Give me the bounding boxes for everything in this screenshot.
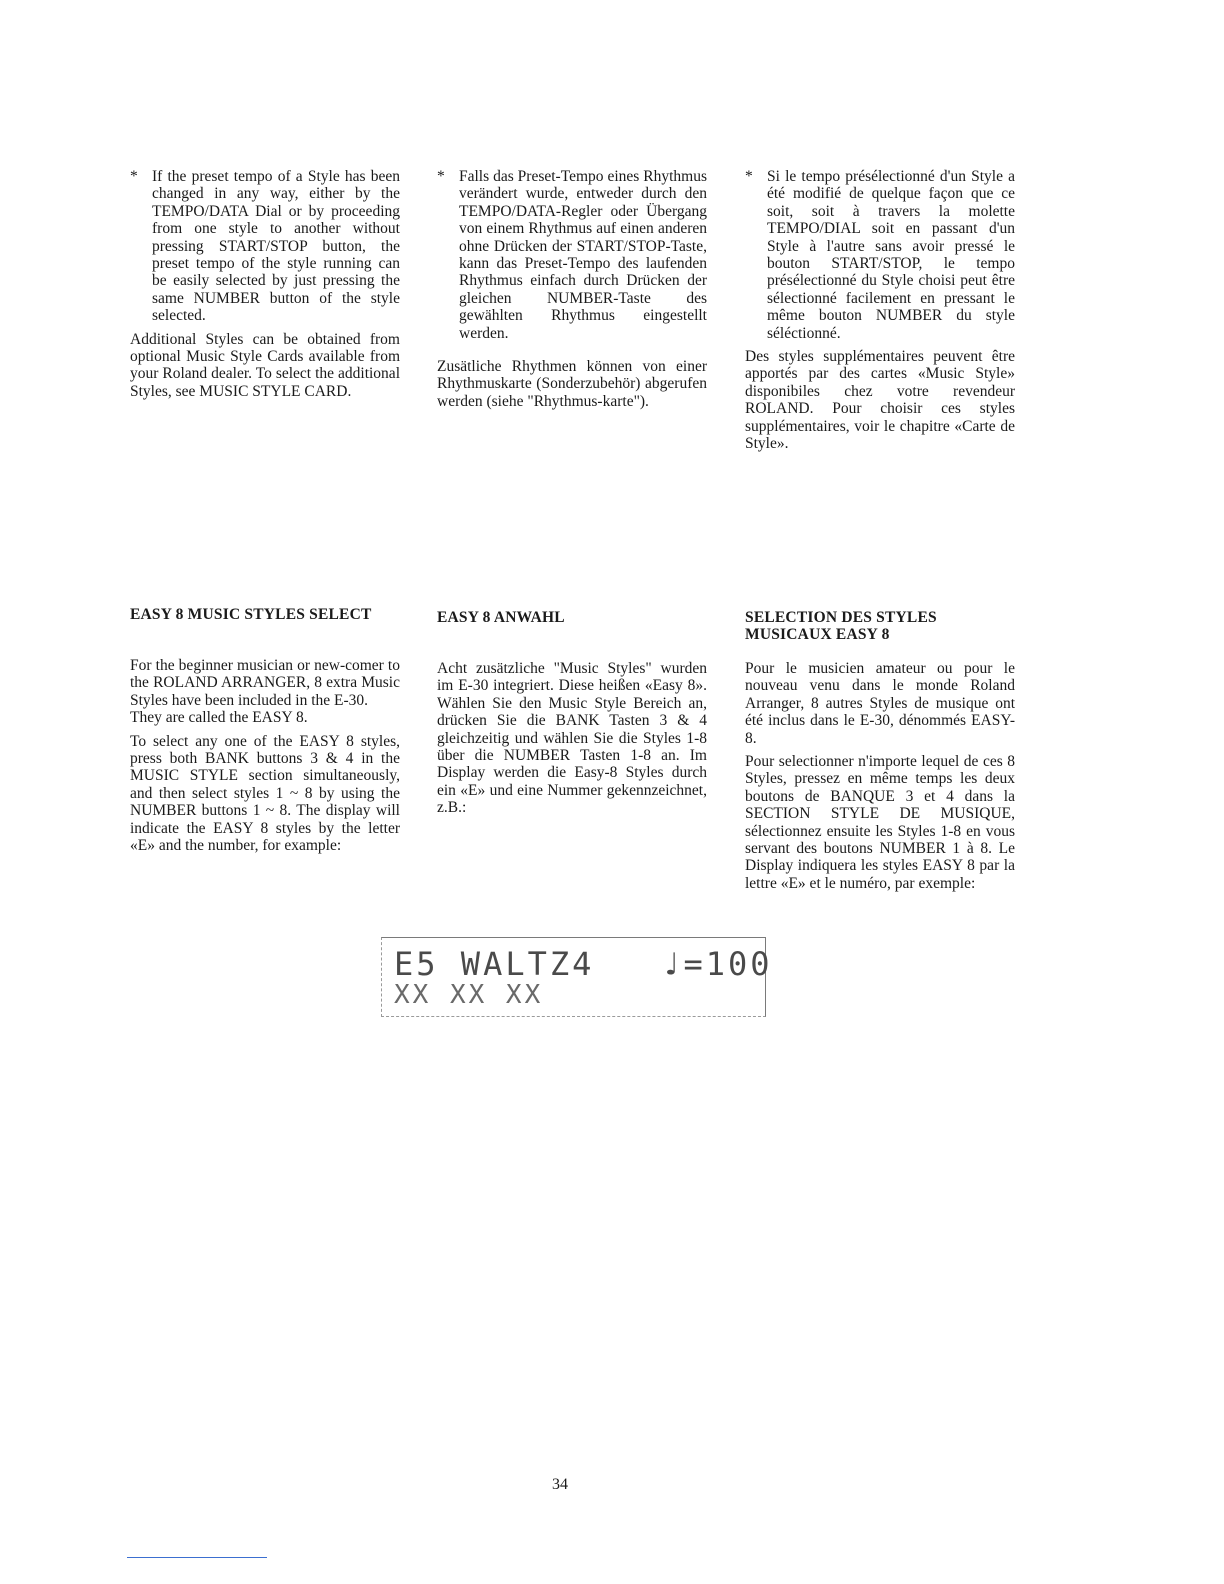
english-column-top bbox=[130, 168, 400, 400]
german-column-top bbox=[437, 168, 707, 410]
footer-rule bbox=[127, 1557, 267, 1558]
german-easy8-body: Acht zusätzliche "Music Styles" wurden im E-30 integriert. Diese heißen «Easy 8». Wählen Sie den Music Style Bereich an, drücken Sie die BANK Tasten 3 & 4 gleichzeitig und wählen Sie die Styles 1-8 über die NUMBER Tasten 1-8 an. Im Display werden die Easy-8 Styles durch ein «E» und eine Nummer gekennzeichnet, z.B.: bbox=[437, 660, 707, 817]
french-additional-styles: Des styles supplémentaires peuvent être apportés par des cartes «Music Style» disponibiles chez votre revendeur ROLAND. Pour choisir ces styles supplémentaires, voir le chapitre «Carte de Style». bbox=[745, 348, 1015, 453]
english-easy8-called: They are called the EASY 8. bbox=[130, 709, 308, 727]
lcd-line-2: XX XX XX bbox=[394, 980, 544, 1010]
bullet-star: * bbox=[130, 168, 138, 185]
french-heading: SELECTION DES STYLES MUSICAUX EASY 8 bbox=[745, 609, 937, 644]
german-tempo-note: * Falls das Preset-Tempo eines Rhythmus verändert wurde, entweder durch den TEMPO/DATA-Regler oder Übergang von einem Rhythmus auf einen anderen ohne Drücken der START/STOP-Taste, kann das Preset-Tempo des laufenden Rhythmus einfach durch Drücken der gleichen NUMBER-Taste des gewählten Rhythmus eingestellt werden. bbox=[437, 168, 707, 342]
english-heading: EASY 8 MUSIC STYLES SELECT bbox=[130, 606, 372, 623]
german-column-easy8 bbox=[437, 660, 707, 817]
french-column-easy8 bbox=[745, 660, 1015, 892]
bullet-star: * bbox=[437, 168, 445, 185]
english-easy8-select: To select any one of the EASY 8 styles, press both BANK buttons 3 & 4 in the MUSIC STYLE section simultaneously, and then select styles 1 ~ 8 by using the NUMBER buttons 1 ~ 8. The display will indicate the EASY 8 styles by the letter «E» and the number, for example: bbox=[130, 732, 400, 855]
page-number: 34 bbox=[552, 1476, 568, 1493]
lcd-display-example bbox=[381, 937, 773, 1017]
french-easy8-intro: Pour le musicien amateur ou pour le nouveau venu dans le monde Roland Arranger, 8 autres Styles de musique ont été inclus dans le E-30, dénommés EASY-8. bbox=[745, 660, 1015, 747]
bullet-star: * bbox=[745, 168, 753, 185]
german-heading: EASY 8 ANWAHL bbox=[437, 609, 565, 626]
english-easy8-intro: For the beginner musician or new-comer to the ROLAND ARRANGER, 8 extra Music Styles have been included in the E-30. bbox=[130, 657, 400, 709]
french-tempo-note: * Si le tempo présélectionné d'un Style a été modifié de quelque façon que ce soit, soit à travers la molette TEMPO/DIAL soit en passant d'un Style à l'autre sans avoir pressé le bouton START/STOP, le tempo présélectionné du Style choisi peut être sélectionné facilement en pressant le même bouton NUMBER du style séléctionné. bbox=[745, 168, 1015, 342]
english-column-easy8 bbox=[130, 657, 400, 854]
english-tempo-note: * If the preset tempo of a Style has been changed in any way, either by the TEMPO/DATA Dial or by proceeding from one style to another without pressing START/STOP button, the preset tempo of the style running can be easily selected by just pressing the same NUMBER button of the style selected. bbox=[130, 168, 400, 325]
german-additional-styles: Zusätliche Rhythmen können von einer Rhythmuskarte (Sonderzubehör) abgerufen werden (siehe "Rhythmus-karte"). bbox=[437, 358, 707, 410]
english-additional-styles: Additional Styles can be obtained from optional Music Style Cards available from your Roland dealer. To select the additional Styles, see MUSIC STYLE CARD. bbox=[130, 330, 400, 400]
french-easy8-select: Pour selectionner n'importe lequel de ces 8 Styles, pressez en même temps les deux boutons de BANQUE 3 et 4 dans la SECTION STYLE DE MUSIQUE, sélectionnez ensuite les Styles 1-8 en vous servant des boutons NUMBER 1 à 8. Le Display indiquera les styles EASY 8 par la lettre «E» et le numéro, par exemple: bbox=[745, 753, 1015, 892]
french-column-top bbox=[745, 168, 1015, 453]
lcd-line-1: E5 WALTZ4 ♩=100 bbox=[394, 945, 773, 983]
